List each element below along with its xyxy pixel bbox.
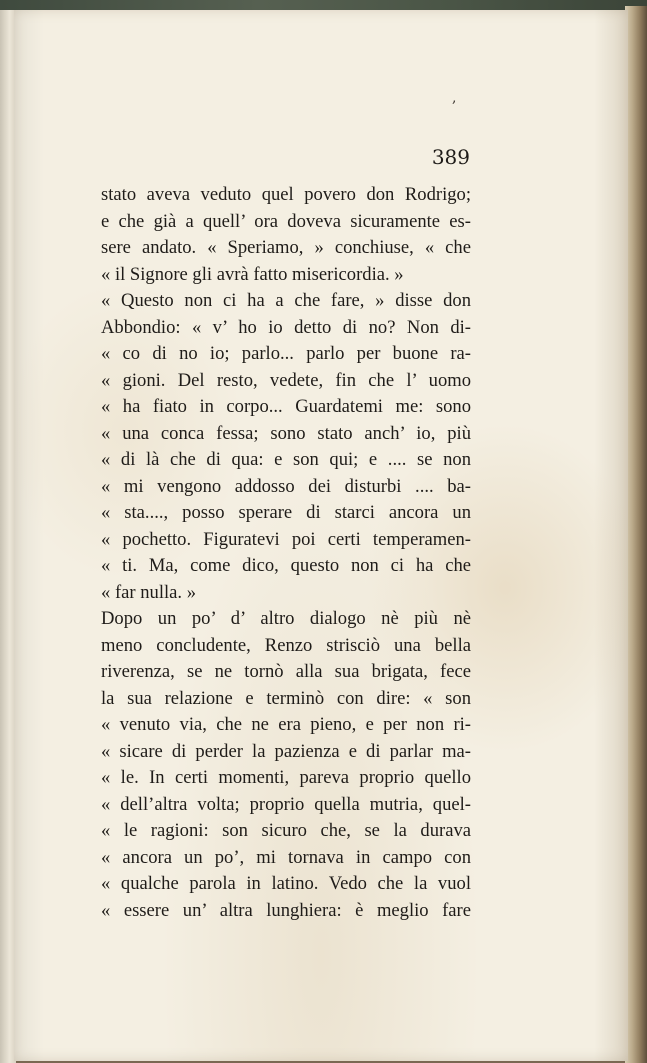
text-line: « sicare di perder la pazienza e di parlar ma- — [101, 740, 471, 762]
text-line: « qualche parola in latino. Vedo che la vuol — [101, 873, 471, 894]
text-line: la sua relazione e terminò con dire: « son — [101, 687, 471, 709]
page-corner-mark: , — [452, 90, 457, 106]
text-line: « venuto via, che ne era pieno, e per non ri- — [101, 714, 471, 735]
text-line: riverenza, se ne tornò alla sua brigata, fece — [101, 661, 471, 682]
text-line: « le. In certi momenti, pareva proprio quello — [101, 767, 471, 788]
page-number: 389 — [431, 145, 470, 169]
text-line: « Questo non ci ha a che fare, » disse don — [101, 290, 471, 311]
text-line: Abbondio: « v’ ho io detto di no? Non di- — [101, 316, 471, 338]
text-line: « di là che di qua: e son qui; e .... se non — [101, 449, 471, 470]
text-line: « ha fiato in corpo... Guardatemi me: sono — [101, 396, 471, 417]
text-line: stato aveva veduto quel povero don Rodrigo; — [101, 184, 471, 205]
text-line: e che già a quell’ ora doveva sicuramente es- — [101, 210, 471, 232]
text-line: « ti. Ma, come dico, questo non ci ha che — [101, 555, 471, 576]
text-line: « mi vengono addosso dei disturbi .... ba- — [101, 475, 471, 497]
text-line: « il Signore gli avrà fatto misericordia. » — [101, 263, 404, 285]
text-line: « le ragioni: son sicuro che, se la durava — [101, 820, 471, 841]
text-line: « gioni. Del resto, vedete, fin che l’ uomo — [101, 369, 471, 391]
text-line: sere andato. « Speriamo, » conchiuse, « che — [101, 237, 471, 258]
page-stack-right-edge — [625, 6, 647, 1063]
text-line: meno concludente, Renzo strisciò una bella — [101, 634, 471, 656]
text-line: « far nulla. » — [101, 581, 197, 603]
text-line: « una conca fessa; sono stato anch’ io, più — [101, 422, 471, 444]
text-line: « sta...., posso sperare di starci ancora un — [101, 502, 471, 523]
text-line: « pochetto. Figuratevi poi certi temperamen- — [101, 528, 471, 550]
text-line: « ancora un po’, mi tornava in campo con — [101, 846, 471, 868]
text-line: « dell’altra volta; proprio quella mutria, quel- — [101, 793, 471, 815]
body-text — [101, 182, 471, 924]
text-line: « co di no io; parlo... parlo per buone ra- — [101, 343, 471, 364]
text-line: « essere un’ altra lunghiera: è meglio fare — [101, 899, 471, 921]
book-page — [14, 10, 628, 1061]
text-line: Dopo un po’ d’ altro dialogo nè più nè — [101, 608, 471, 629]
